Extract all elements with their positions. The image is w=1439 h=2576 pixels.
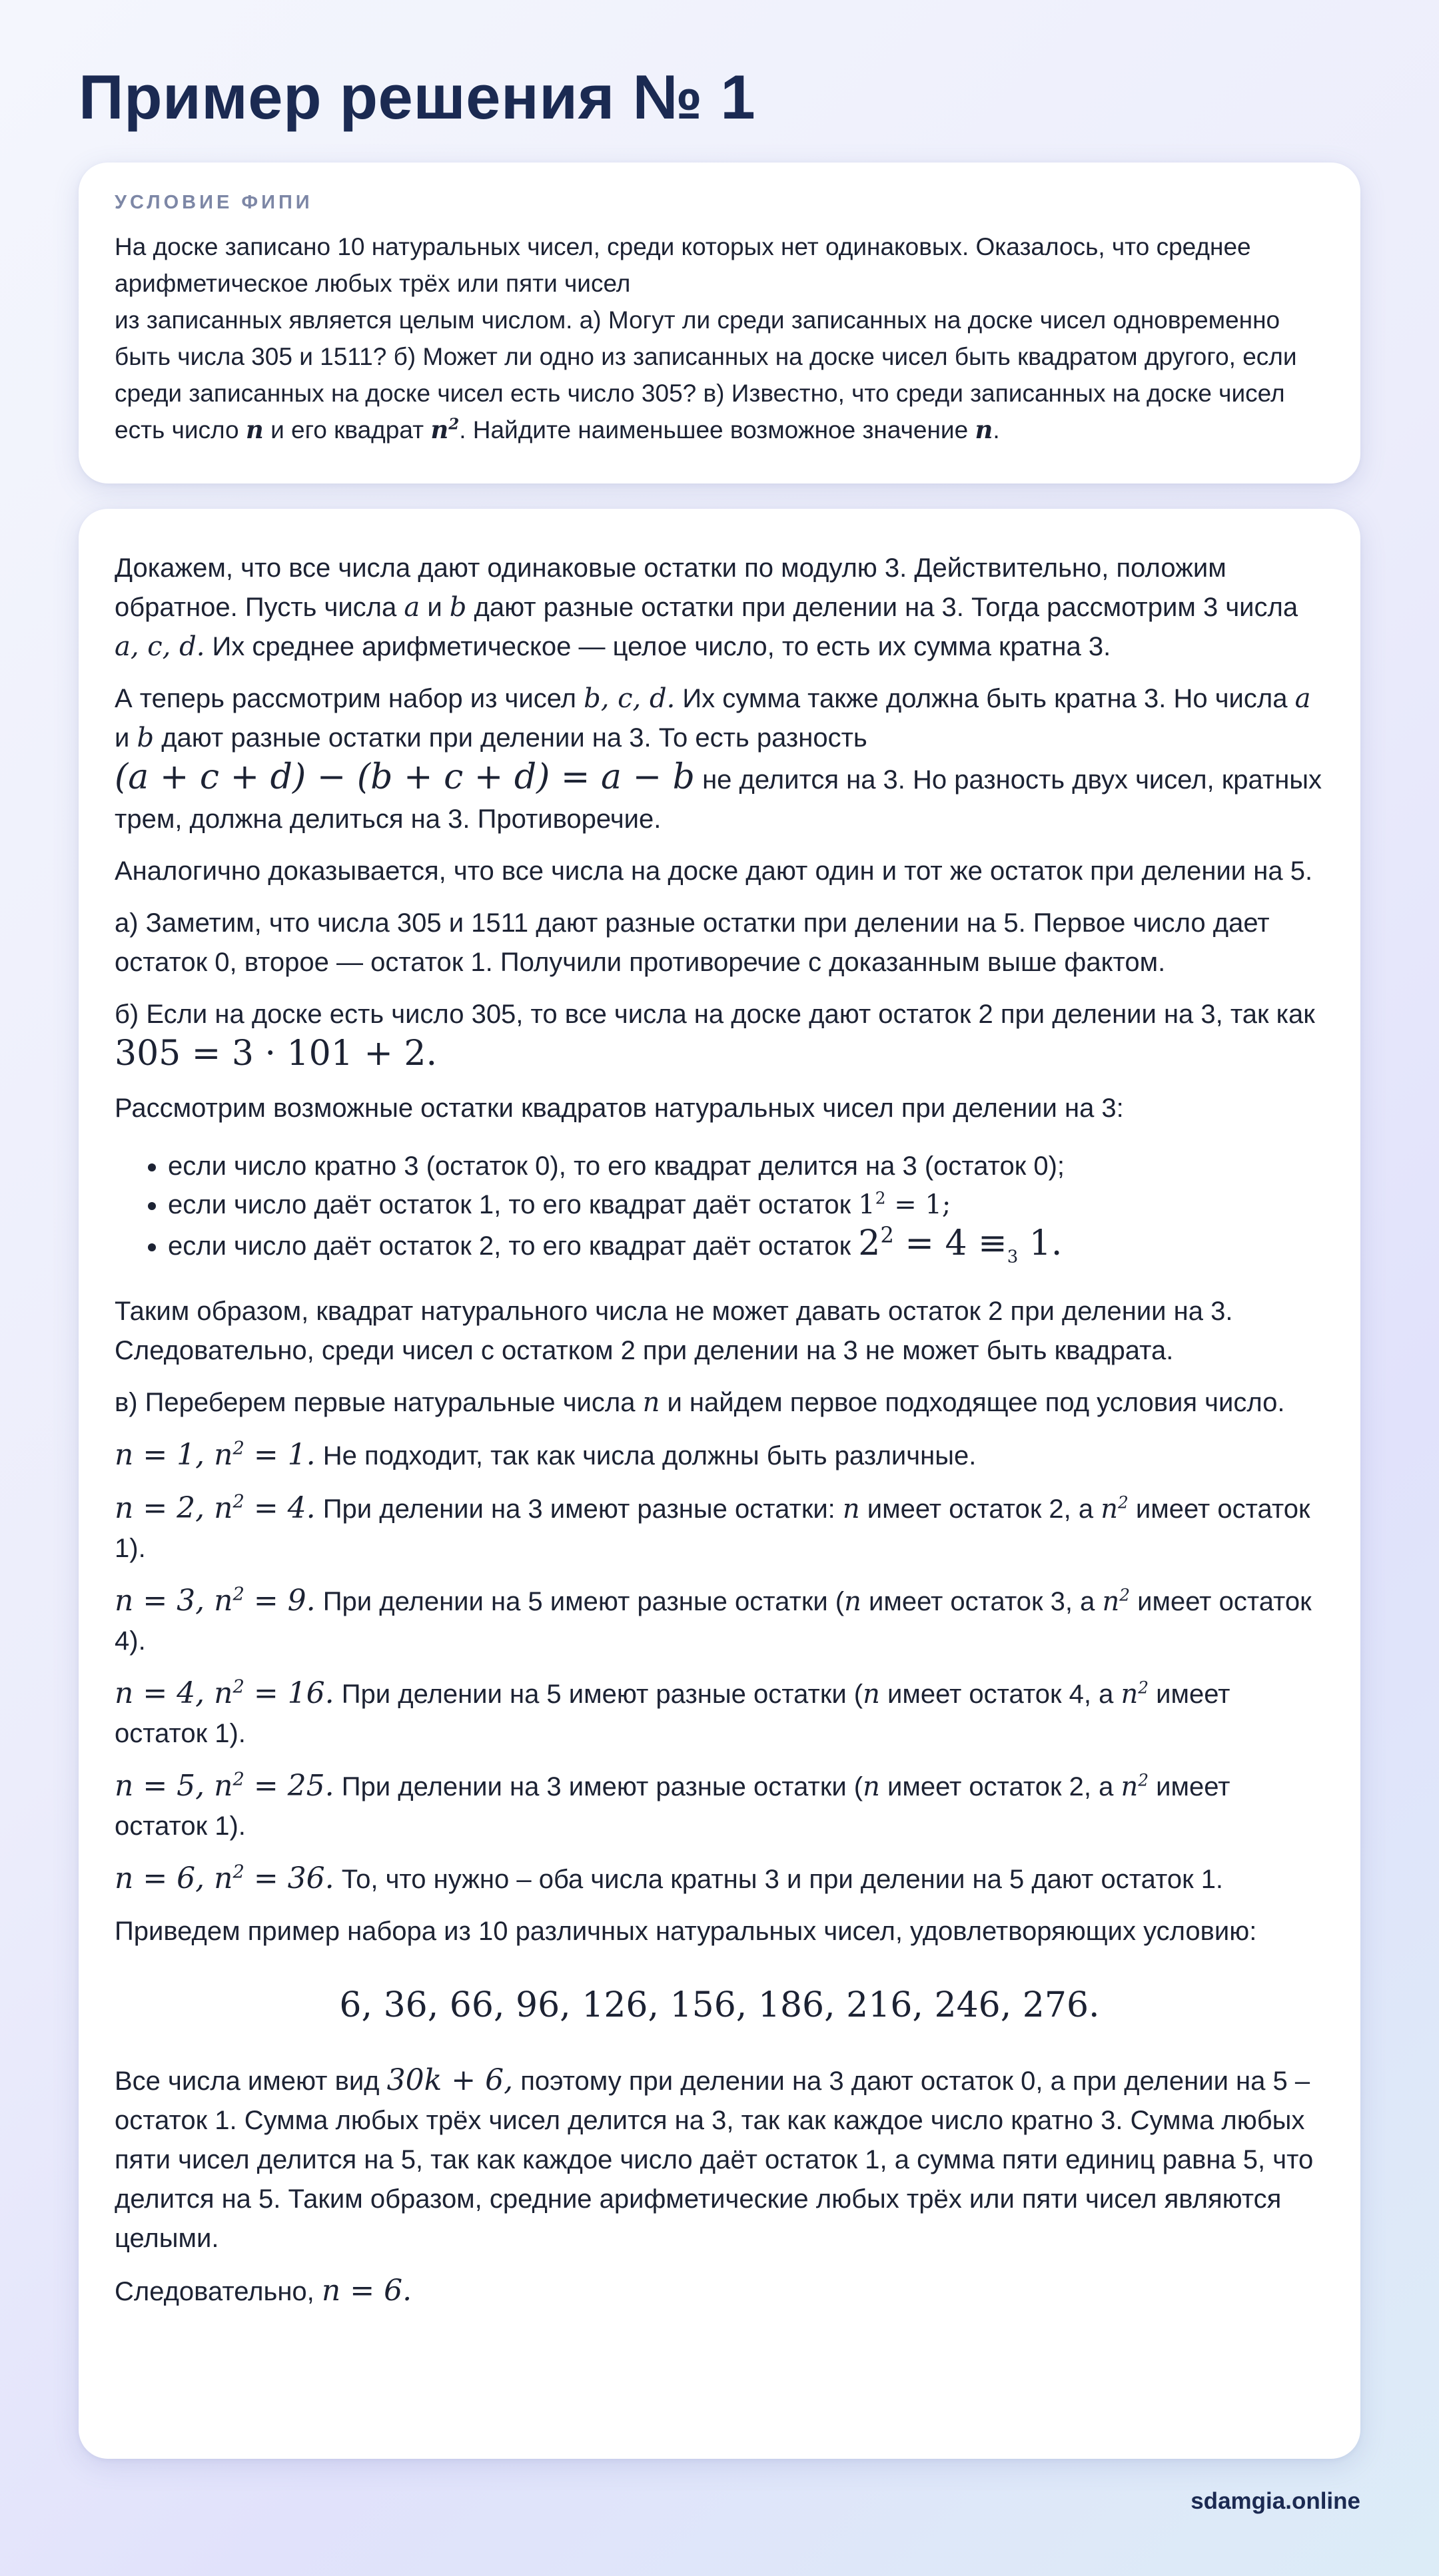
math-expression: n = 6. xyxy=(321,2274,412,2308)
math-var: a xyxy=(404,592,420,623)
solution-paragraph-b xyxy=(115,995,1324,1076)
text: поэтому при делении на 3 дают остаток 0, а при делении на 5 – остаток 1. Сумма любых трёх чисел делится на 3, так как каждое число кратно 3. Сумма любых пяти чисел делится на 5, так как каждое число даёт остаток 1, а сумма пяти единиц равна 5, что делится на 5. Таким образом, средние арифметические любых трёх или пяти чисел являются целыми. xyxy=(115,2067,1314,2254)
text: Следовательно, xyxy=(115,2277,322,2307)
math-var: a, c, d. xyxy=(115,631,205,662)
text: имеет остаток 3, а xyxy=(861,1587,1103,1617)
text: При делении на 5 имеют разные остатки ( xyxy=(315,1587,845,1617)
solution-card xyxy=(79,509,1360,2459)
example-set: 6, 36, 66, 96, 126, 156, 186, 216, 246, 276. xyxy=(339,1985,1100,2026)
condition-period: . xyxy=(993,416,1000,444)
condition-card xyxy=(79,162,1360,483)
text: в) Переберем первые натуральные числа xyxy=(115,1388,643,1418)
solution-paragraph-conclusion-b: Таким образом, квадрат натурального числа не может давать остаток 2 при делении на 3. Следовательно, среди чисел с остатком 2 при делении на 3 не может быть квадрата. xyxy=(115,1297,1233,1366)
text: Докажем, что все числа дают одинаковые остатки по модулю 3. Действительно, положим обратное. Пусть числа xyxy=(115,553,1226,622)
list-item xyxy=(168,1224,1324,1276)
text: А теперь рассмотрим набор из чисел xyxy=(115,684,584,713)
text: дают разные остатки при делении на 3. Тогда рассмотрим 3 числа xyxy=(466,593,1298,622)
math-case-value: = 1. xyxy=(244,1438,316,1472)
text: имеет остаток 4). xyxy=(115,1587,1312,1656)
text: не делится на 3. Но разность двух чисел, кратных трем, должна делиться на 3. Противоречие. xyxy=(115,765,1322,834)
text: То, что нужно – оба числа кратны 3 и при делении на 5 дают остаток 1. xyxy=(334,1865,1224,1895)
solution-paragraph-example: Приведем пример набора из 10 различных натуральных чисел, удовлетворяющих условию: xyxy=(115,1917,1257,1947)
math-var: n xyxy=(844,1586,861,1618)
math-exponent: 2 xyxy=(233,1769,244,1790)
math-var: n xyxy=(1102,1586,1120,1618)
math-exponent: 2 xyxy=(233,1438,244,1459)
math-exponent: 2 xyxy=(1118,1493,1129,1513)
math-expression: (a + c + d) − (b + c + d) = a − b xyxy=(115,757,695,797)
math-base: 1 xyxy=(858,1189,875,1220)
text: имеет остаток 1). xyxy=(115,1772,1230,1841)
math-n-squared xyxy=(430,415,459,444)
math-case: n = 2, n xyxy=(115,1491,233,1526)
text: Все числа имеют вид xyxy=(115,2067,387,2096)
case-row xyxy=(115,1674,1324,1754)
math-case: n = 5, n xyxy=(115,1769,233,1803)
math-subscript: 3 xyxy=(1007,1247,1019,1267)
math-var: b xyxy=(137,723,155,753)
math-case-value: = 25. xyxy=(244,1769,334,1803)
site-brand[interactable]: sdamgia.online xyxy=(1191,2488,1360,2514)
math-n-base: n xyxy=(430,415,449,444)
text: и xyxy=(420,593,450,622)
condition-end: . Найдите наименьшее возможное значение xyxy=(459,416,975,444)
list-item xyxy=(168,1147,1324,1185)
remainder-list xyxy=(115,1147,1324,1276)
math-expression: 305 = 3 · 101 + 2. xyxy=(115,1034,438,1074)
math-exponent: 2 xyxy=(233,1491,244,1512)
text: б) Если на доске есть число 305, то все числа на доске дают остаток 2 при делении на 3, так как xyxy=(115,1000,1315,1029)
math-case-value: = 36. xyxy=(244,1861,334,1896)
solution-paragraph-squares: Рассмотрим возможные остатки квадратов натуральных чисел при делении на 3: xyxy=(115,1094,1124,1123)
math-rest: = 4 ≡ xyxy=(893,1223,1007,1263)
math-exponent: 2 xyxy=(448,415,460,434)
math-case-value: = 16. xyxy=(244,1676,334,1711)
text: При делении на 3 имеют разные остатки ( xyxy=(334,1772,863,1802)
math-expression: 30k + 6, xyxy=(386,2063,514,2098)
math-n: n xyxy=(245,415,264,444)
text: Их сумма также должна быть кратна 3. Но числа xyxy=(675,684,1295,713)
solution-paragraph-a: а) Заметим, что числа 305 и 1511 дают разные остатки при делении на 5. Первое число дает остаток 0, второе — остаток 1. Получили противоречие с доказанным выше фактом. xyxy=(115,908,1270,977)
text: если число кратно 3 (остаток 0), то его квадрат делится на 3 (остаток 0); xyxy=(168,1151,1065,1181)
math-exponent: 2 xyxy=(875,1188,886,1208)
math-base: 2 xyxy=(858,1223,881,1263)
math-exponent: 2 xyxy=(1138,1678,1149,1698)
text: дают разные остатки при делении на 3. То есть разность xyxy=(154,723,867,753)
math-exponent: 2 xyxy=(880,1222,894,1248)
case-row xyxy=(115,1488,1324,1568)
math-var: b xyxy=(449,592,467,623)
condition-line1: На доске записано 10 натуральных чисел, среди которых нет одинаковых. Оказалось, что среднее арифметическое любых трёх или пяти чисел xyxy=(115,233,1251,297)
math-exponent: 2 xyxy=(1138,1771,1149,1791)
math-rest: 1. xyxy=(1018,1223,1063,1263)
math-case: n = 1, n xyxy=(115,1438,233,1472)
text: имеет остаток 1). xyxy=(115,1680,1230,1749)
text: Их среднее арифметическое — целое число, то есть их сумма кратна 3. xyxy=(205,632,1111,661)
text: имеет остаток 2, а xyxy=(879,1772,1121,1802)
solution-paragraph-3: Аналогично доказывается, что все числа на доске дают один и тот же остаток при делении на 5. xyxy=(115,856,1313,886)
math-case: n = 3, n xyxy=(115,1584,233,1618)
solution-paragraph-1 xyxy=(115,549,1324,667)
text: и xyxy=(115,723,137,753)
text: если число даёт остаток 1, то его квадрат даёт остаток xyxy=(168,1190,859,1219)
case-row xyxy=(115,1435,1324,1476)
math-case-value: = 4. xyxy=(244,1491,316,1526)
math-n: n xyxy=(975,415,993,444)
math-exponent: 2 xyxy=(233,1676,244,1698)
text: и найдем первое подходящее под условия число. xyxy=(660,1388,1285,1418)
condition-line2: из записанных является целым числом. а) Могут ли среди записанных на доске чисел одновременно быть числа 305 и 1511? б) Может ли одно из записанных на доске чисел быть квадратом другого, если среди записанных на доске чисел есть число 305? в) Известно, что среди записанных на доске чисел есть число xyxy=(115,306,1297,444)
math-exponent: 2 xyxy=(233,1861,244,1883)
case-row xyxy=(115,1581,1324,1661)
text: При делении на 5 имеют разные остатки ( xyxy=(334,1680,863,1710)
page-title: Пример решения № 1 xyxy=(79,62,756,132)
text: имеет остаток 4, а xyxy=(879,1680,1121,1710)
math-var: n xyxy=(642,1387,660,1419)
math-var: n xyxy=(842,1494,860,1525)
math-case: n = 4, n xyxy=(115,1676,233,1711)
math-rest: = 1; xyxy=(885,1189,951,1220)
math-var: n xyxy=(863,1679,880,1710)
text: если число даёт остаток 2, то его квадрат даёт остаток xyxy=(168,1231,859,1261)
math-var: b, c, d. xyxy=(584,683,676,714)
math-var: n xyxy=(863,1771,880,1803)
text: Не подходит, так как числа должны быть различные. xyxy=(315,1441,977,1471)
math-var: n xyxy=(1121,1679,1139,1710)
math-exponent: 2 xyxy=(1119,1586,1131,1606)
case-row xyxy=(115,1859,1324,1899)
math-var: n xyxy=(1121,1771,1139,1803)
solution-paragraph-v xyxy=(115,1383,1324,1423)
text: имеет остаток 2, а xyxy=(859,1494,1101,1524)
list-item xyxy=(168,1185,1324,1224)
text: При делении на 3 имеют разные остатки: xyxy=(315,1494,843,1524)
solution-paragraph-check xyxy=(115,2061,1324,2258)
case-row xyxy=(115,1766,1324,1846)
condition-mid: и его квадрат xyxy=(263,416,431,444)
math-case: n = 6, n xyxy=(115,1861,233,1896)
condition-label: УСЛОВИЕ ФИПИ xyxy=(115,192,313,213)
math-var: a xyxy=(1294,683,1311,714)
math-var: n xyxy=(1101,1494,1119,1525)
condition-text xyxy=(115,228,1324,448)
solution-answer xyxy=(115,2271,1324,2312)
text: имеет остаток 1). xyxy=(115,1494,1310,1564)
math-case-value: = 9. xyxy=(244,1584,316,1618)
math-exponent: 2 xyxy=(233,1584,244,1605)
solution-paragraph-2 xyxy=(115,679,1324,839)
